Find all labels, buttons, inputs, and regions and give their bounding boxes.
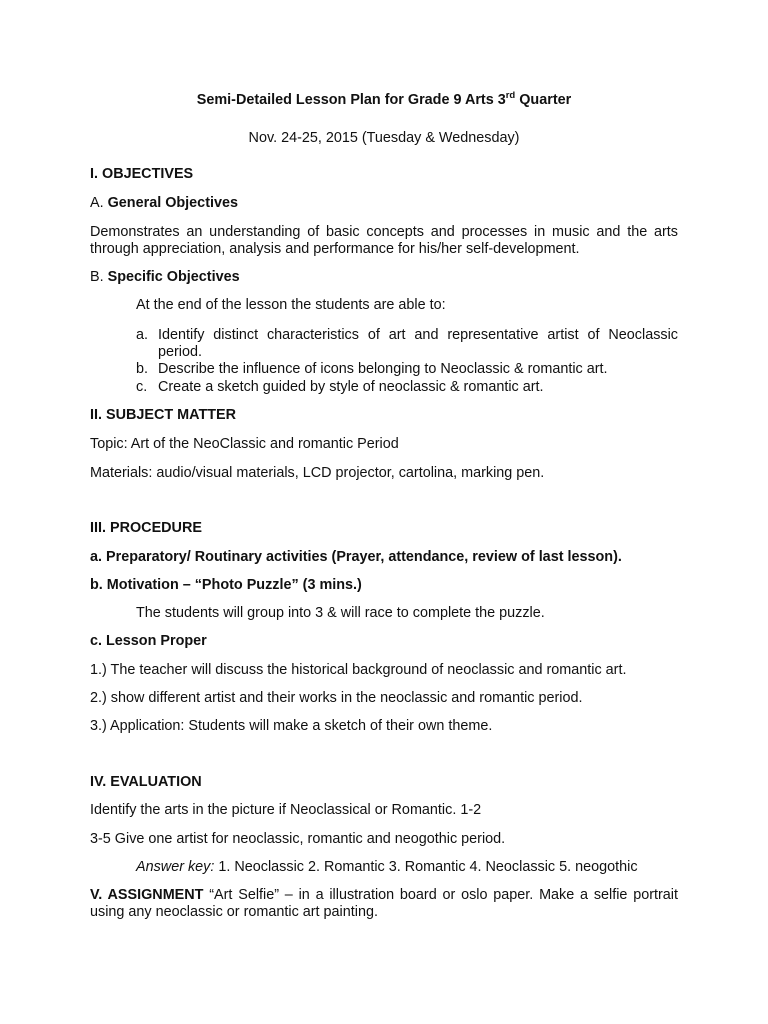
- answer-key-text: 1. Neoclassic 2. Romantic 3. Romantic 4. Neoclassic 5. neogothic: [214, 859, 638, 875]
- subject-materials: Materials: audio/visual materials, LCD projector, cartolina, marking pen.: [90, 465, 545, 481]
- evaluation-heading: IV. EVALUATION: [90, 774, 202, 790]
- document-title: [0, 92, 768, 109]
- specific-heading-text: Specific Objectives: [107, 269, 240, 285]
- objective-text: Identify distinct characteristics of art and representative artist of Neoclassic period.: [158, 327, 678, 360]
- objectives-heading: I. OBJECTIVES: [90, 166, 194, 182]
- assignment-text: – in a illustration board or oslo paper. Make a selfie portrait using any neoclassic or romantic art painting.: [90, 887, 678, 920]
- objective-marker: c.: [136, 379, 148, 395]
- answer-key: [136, 859, 678, 876]
- procedure-motivation: b. Motivation – “Photo Puzzle” (3 mins.): [90, 577, 362, 593]
- subject-topic: Topic: Art of the NeoClassic and romantic Period: [90, 436, 399, 452]
- assignment-heading: V. ASSIGNMENT: [90, 887, 204, 903]
- subject-matter-heading: II. SUBJECT MATTER: [90, 407, 237, 423]
- lesson-proper-heading: c. Lesson Proper: [90, 633, 207, 649]
- title-tail: Quarter: [515, 92, 572, 108]
- general-objectives-text: Demonstrates an understanding of basic concepts and processes in music and the arts through appreciation, analysis and performance for his/her self-development.: [90, 224, 678, 257]
- answer-key-label: Answer key:: [136, 859, 215, 875]
- general-heading-text: General Objectives: [107, 195, 238, 211]
- objective-marker: b.: [136, 361, 149, 377]
- specific-objectives-heading: [90, 269, 678, 286]
- general-objectives-heading: [90, 195, 678, 212]
- title-text: Semi-Detailed Lesson Plan for Grade 9 Arts 3: [196, 92, 506, 108]
- procedure-heading: III. PROCEDURE: [90, 520, 202, 536]
- specific-prefix: B.: [90, 269, 108, 285]
- evaluation-line-1: Identify the arts in the picture if Neoclassical or Romantic. 1-2: [90, 802, 482, 818]
- lesson-date: Nov. 24-25, 2015 (Tuesday & Wednesday): [248, 130, 520, 146]
- lesson-step: 2.) show different artist and their works in the neoclassic and romantic period.: [90, 690, 583, 706]
- specific-objectives-intro: At the end of the lesson the students are able to:: [136, 297, 446, 313]
- objective-marker: a.: [136, 327, 149, 343]
- lesson-step: 3.) Application: Students will make a sketch of their own theme.: [90, 718, 493, 734]
- objective-item: [136, 361, 678, 378]
- objective-text: Describe the influence of icons belonging to Neoclassic & romantic art.: [158, 361, 608, 377]
- objective-item: [136, 327, 678, 361]
- assignment-title: “Art Selfie”: [203, 887, 280, 903]
- objective-text: Create a sketch guided by style of neoclassic & romantic art.: [158, 379, 544, 395]
- general-prefix: A.: [90, 195, 108, 211]
- title-superscript: rd: [505, 90, 516, 101]
- assignment-paragraph: [90, 887, 678, 921]
- evaluation-line-2: 3-5 Give one artist for neoclassic, romantic and neogothic period.: [90, 831, 506, 847]
- lesson-step: 1.) The teacher will discuss the historical background of neoclassic and romantic art.: [90, 662, 627, 678]
- motivation-text: The students will group into 3 & will race to complete the puzzle.: [136, 605, 545, 621]
- objective-item: [136, 379, 678, 396]
- procedure-preparatory: a. Preparatory/ Routinary activities (Prayer, attendance, review of last lesson).: [90, 549, 622, 565]
